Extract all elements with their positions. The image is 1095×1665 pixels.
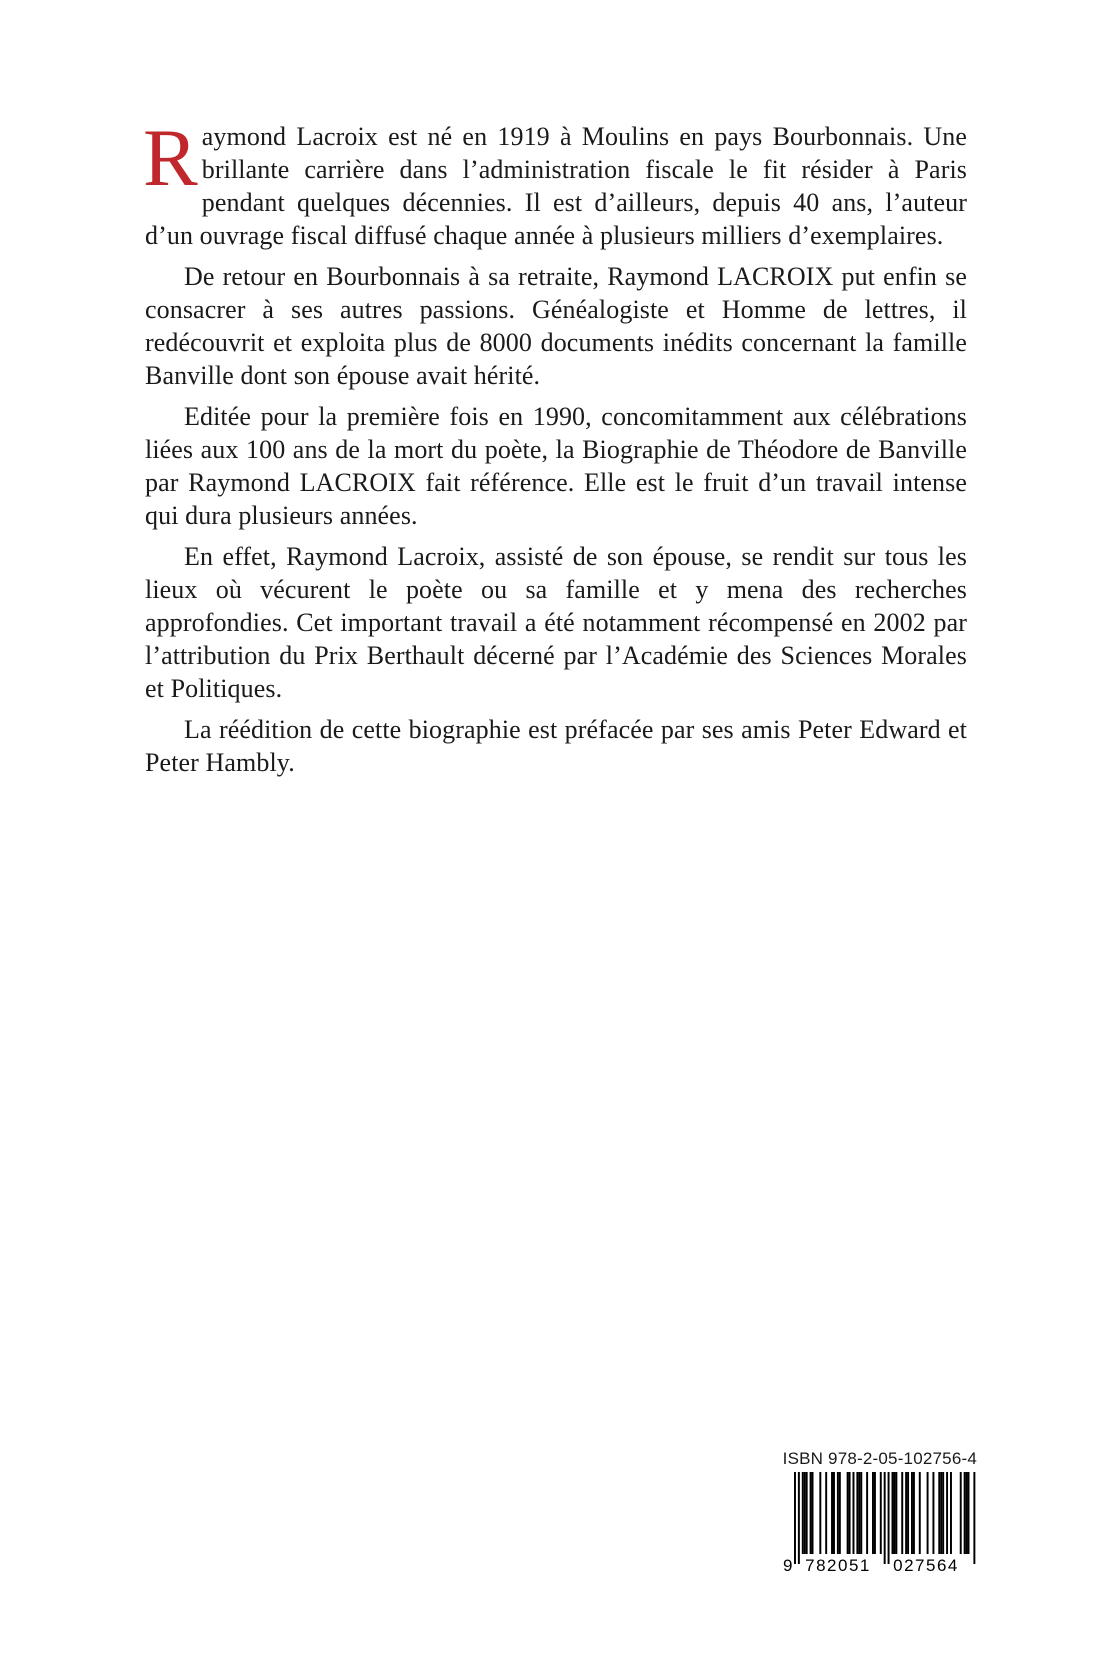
barcode-bar bbox=[831, 1472, 833, 1554]
barcode-bar bbox=[938, 1472, 940, 1554]
barcode-bar bbox=[849, 1472, 851, 1554]
barcode-bar bbox=[901, 1472, 903, 1554]
barcode-bar bbox=[966, 1472, 968, 1554]
barcode-bar bbox=[860, 1472, 862, 1554]
barcode-bar bbox=[802, 1472, 804, 1554]
barcode-bar bbox=[968, 1472, 970, 1554]
barcode-bar bbox=[812, 1472, 814, 1554]
biography-text bbox=[143, 112, 967, 787]
barcode-bar bbox=[884, 1472, 886, 1564]
barcode-bar bbox=[973, 1472, 975, 1564]
barcode-bar bbox=[833, 1472, 835, 1554]
barcode-bar bbox=[950, 1472, 952, 1554]
barcode-bar bbox=[853, 1472, 855, 1554]
barcode-bar bbox=[927, 1472, 929, 1554]
paragraph-3: Editée pour la première fois en 1990, concomitamment aux célébrations liées aux 100 ans de la mort du poète, la Biographie de Théodore de Banville par Raymond LACROIX fait référence. Elle est le fruit d’un travail intense qui dura plusieurs années. bbox=[145, 402, 967, 530]
barcode-bar bbox=[810, 1472, 812, 1554]
barcode-left-digits: 782051 bbox=[805, 1556, 871, 1575]
barcode-first-digit: 9 bbox=[783, 1556, 793, 1575]
barcode-bar bbox=[806, 1472, 808, 1554]
barcode-bar bbox=[919, 1472, 921, 1554]
barcode-bar bbox=[874, 1472, 876, 1554]
barcode-bar bbox=[893, 1472, 895, 1554]
paragraph-1-text: aymond Lacroix est né en 1919 à Moulins en pays Bourbonnais. Une brillante carrière dans l’administration fiscale le fit résider à Paris pendant quelques décennies. Il est d’ailleurs, depuis 40 ans, l’auteur d’un ouvrage fiscal diffusé chaque année à plusieurs milliers d’exemplaires. bbox=[145, 122, 967, 250]
isbn-label: ISBN 978-2-05-102756-4 bbox=[782, 1449, 977, 1468]
barcode-graphic bbox=[782, 1470, 977, 1575]
barcode-bar bbox=[907, 1472, 909, 1554]
barcode-bar bbox=[895, 1472, 897, 1554]
barcode-bar bbox=[913, 1472, 915, 1554]
barcode-bar bbox=[866, 1472, 868, 1554]
barcode-bar bbox=[905, 1472, 907, 1554]
barcode-bar bbox=[932, 1472, 934, 1554]
barcode-bar bbox=[837, 1472, 839, 1554]
paragraph-2: De retour en Bourbonnais à sa retraite, Raymond LACROIX put enfin se consacrer à ses autres passions. Généalogiste et Homme de lettres, il redécouvrit et exploita plus de 8000 documents inédits concernant la famille Banville dont son épouse avait hérité. bbox=[145, 262, 967, 390]
isbn-barcode bbox=[782, 1450, 977, 1575]
barcode-bar bbox=[819, 1472, 821, 1554]
barcode-bar bbox=[940, 1472, 942, 1554]
barcode-bar bbox=[798, 1472, 800, 1564]
barcode-bar bbox=[911, 1472, 913, 1554]
barcode-bar bbox=[794, 1472, 796, 1564]
barcode-bar bbox=[946, 1472, 948, 1554]
barcode-bar bbox=[960, 1472, 962, 1554]
barcode-bar bbox=[839, 1472, 841, 1554]
barcode-bar bbox=[888, 1472, 890, 1564]
drop-cap-letter: R bbox=[143, 112, 198, 203]
barcode-bar bbox=[856, 1472, 858, 1554]
barcode-right-digits: 027564 bbox=[893, 1556, 959, 1575]
paragraph-5: La réédition de cette biographie est préfacée par ses amis Peter Edward et Peter Hambly. bbox=[145, 715, 967, 777]
barcode-bar bbox=[942, 1472, 944, 1554]
paragraph-1 bbox=[143, 112, 967, 252]
barcode-bar bbox=[892, 1472, 894, 1554]
barcode-bar bbox=[825, 1472, 827, 1554]
barcode-bars bbox=[794, 1472, 977, 1564]
barcode-bar bbox=[847, 1472, 849, 1554]
barcode-bar bbox=[964, 1472, 966, 1554]
paragraph-4: En effet, Raymond Lacroix, assisté de son épouse, se rendit sur tous les lieux où vécurent le poète ou sa famille et y mena des recherches approfondies. Cet important travail a été notamment récompensé en 2002 par l’attribution du Prix Berthault décerné par l’Académie des Sciences Morales et Politiques. bbox=[145, 542, 967, 703]
barcode-bar bbox=[804, 1472, 806, 1554]
barcode-bar bbox=[880, 1472, 882, 1554]
barcode-bar bbox=[858, 1472, 860, 1554]
barcode-bar bbox=[872, 1472, 874, 1554]
